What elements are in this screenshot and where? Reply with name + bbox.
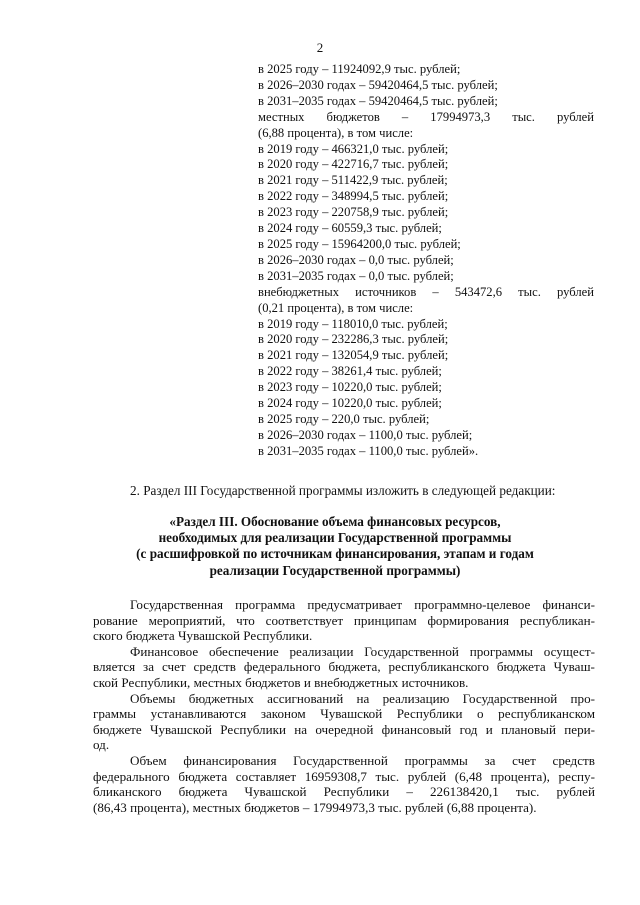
word: на (294, 721, 308, 737)
word: од. (93, 737, 110, 753)
paragraph-line (93, 644, 595, 660)
word: Чуваш- (553, 659, 595, 675)
word: республиканского (388, 659, 489, 675)
local-line: в 2026–2030 годах – 0,0 тыс. рублей; (258, 252, 454, 267)
word: – (406, 784, 413, 800)
word: рублей (556, 784, 595, 800)
word: реализации (289, 643, 354, 659)
word: законом (260, 706, 306, 722)
extrabudgetary-line: в 2025 году – 220,0 тыс. рублей; (258, 411, 430, 426)
word: местных (258, 109, 305, 124)
extrabudgetary-line: в 2020 году – 232286,3 тыс. рублей; (258, 332, 449, 347)
word: Государственной (293, 752, 388, 768)
local-budgets-share: (6,88 процента), в том числе: (258, 125, 414, 140)
word: программы (404, 752, 468, 768)
word: федерального (93, 768, 170, 784)
body-text (93, 597, 595, 815)
word: Объемы (130, 690, 176, 706)
local-line: в 2021 году – 511422,9 тыс. рублей; (258, 173, 448, 188)
paragraph-line (93, 737, 595, 753)
paragraph-line (93, 769, 595, 785)
extrabudgetary-share: (0,21 процента), в том числе: (258, 300, 414, 315)
word: (6,48 (454, 768, 483, 784)
word: бюджетов (326, 109, 380, 124)
paragraph-line (93, 722, 595, 738)
word: тыс. (515, 784, 540, 800)
word: Объем (130, 752, 167, 768)
word: республикан- (519, 612, 595, 628)
word: программа (235, 597, 296, 612)
word: бюджете (93, 721, 142, 737)
word: рублей (407, 768, 447, 784)
word: Республики (323, 784, 390, 800)
word: формирования (427, 612, 510, 628)
word: респу- (558, 768, 595, 784)
word: 543472,6 (454, 284, 503, 299)
word: финансирования (183, 752, 277, 768)
word: финанси- (542, 597, 595, 612)
word: что (236, 612, 255, 628)
word: реализацию (382, 690, 450, 706)
word: 16959308,7 (304, 768, 367, 784)
word: ассигнований (267, 690, 344, 706)
word: за (143, 659, 155, 675)
word: принципам (353, 612, 417, 628)
extrabudgetary-line: в 2019 году – 118010,0 тыс. рублей; (258, 316, 448, 331)
word: обеспечение (208, 643, 279, 659)
word: Чувашской (320, 706, 383, 722)
word: о (477, 706, 484, 722)
paragraph (93, 597, 595, 644)
word: Республики (396, 706, 463, 722)
local-line: в 2022 году – 348994,5 тыс. рублей; (258, 189, 449, 204)
budget-breakdown (258, 62, 594, 460)
word: рублей (557, 109, 594, 124)
section-heading-line: «Раздел III. Обоснование объема финансовых ресурсов, (169, 514, 501, 529)
paragraph-line (93, 691, 595, 707)
word: составляет (235, 768, 297, 784)
word: очередной (315, 721, 374, 737)
word: за (484, 752, 496, 768)
word: Государственной (462, 690, 558, 706)
paragraph (93, 691, 595, 753)
extrabudgetary-line: в 2023 году – 10220,0 тыс. рублей; (258, 380, 442, 395)
extrabudgetary-line: в 2031–2035 годах – 1100,0 тыс. рублей». (258, 443, 479, 458)
local-budgets-header (258, 110, 594, 126)
local-line: в 2031–2035 годах – 0,0 тыс. рублей; (258, 268, 454, 283)
paragraph-line (93, 753, 595, 769)
paragraph-line (93, 675, 595, 691)
word: и (485, 721, 493, 737)
word: федерального (243, 659, 321, 675)
paragraph-line (93, 597, 595, 613)
word: год (459, 721, 478, 737)
word: бликанского (93, 784, 162, 800)
word: соответствует (265, 612, 344, 628)
local-line: в 2020 году – 422716,7 тыс. рублей; (258, 157, 449, 172)
extrabudgetary-line: в 2021 году – 132054,9 тыс. рублей; (258, 348, 449, 363)
word: тыс. (518, 284, 541, 299)
page-number: 2 (316, 40, 324, 55)
word: ской Республики, местных бюджетов и внебюджетных источников. (93, 674, 469, 690)
paragraph-line (93, 659, 595, 675)
paragraph-line (93, 628, 595, 644)
word: финансовый (381, 721, 452, 737)
word: осущест- (543, 643, 595, 659)
word: (86,43 процента), местных бюджетов – 17994973,3 тыс. рублей (6,88 процента). (93, 799, 537, 815)
word: бюджетных (188, 690, 254, 706)
local-line: в 2025 году – 15964200,0 тыс. рублей; (258, 236, 461, 251)
extrabudgetary-line: в 2026–2030 годах – 1100,0 тыс. рублей; (258, 427, 473, 442)
local-line: в 2023 году – 220758,9 тыс. рублей; (258, 205, 449, 220)
word: ского бюджета Чувашской Республики. (93, 628, 313, 644)
word: счет (161, 659, 186, 675)
word: средств (552, 752, 595, 768)
word: Государственной (364, 643, 459, 659)
amendment-item-2: 2. Раздел III Государственной программы изложить в следующей редакции: (130, 483, 556, 498)
word: тыс. (512, 109, 535, 124)
section-heading-line: необходимых для реализации Государственной программы (158, 530, 512, 546)
word: плановый (501, 721, 556, 737)
word: бюджета (178, 784, 228, 800)
word: 17994973,3 (430, 109, 491, 124)
word: про- (570, 690, 595, 706)
word: программы (469, 643, 533, 659)
word: тыс. (375, 768, 400, 784)
budget-line: в 2026–2030 годах – 59420464,5 тыс. рублей; (258, 77, 498, 92)
extrabudgetary-header (258, 285, 594, 301)
word: – (432, 284, 439, 299)
word: мероприятий, (148, 612, 226, 628)
word: источников (355, 284, 417, 299)
section-heading-line: (с расшифровкой по источникам финансирования, этапам и годам (136, 546, 534, 562)
local-line: в 2024 году – 60559,3 тыс. рублей; (258, 221, 442, 236)
section-heading-line: реализации Государственной программы) (209, 562, 461, 578)
word: – (401, 109, 409, 124)
word: рование (93, 612, 138, 628)
word: рублей (556, 284, 594, 299)
word: Финансовое (130, 643, 199, 659)
word: средств (193, 659, 236, 675)
word: предусматривает (307, 597, 403, 612)
word: Республики (220, 721, 286, 737)
word: бюджета (496, 659, 546, 675)
word: программно-целевое (414, 597, 531, 612)
word: на (356, 690, 370, 706)
paragraph (93, 753, 595, 815)
extrabudgetary-line: в 2022 году – 38261,4 тыс. рублей; (258, 364, 442, 379)
word: пери- (564, 721, 595, 737)
word: Государственная (130, 597, 223, 612)
word: процента), (490, 768, 550, 784)
paragraph (93, 644, 595, 691)
word: граммы (93, 706, 137, 722)
word: республиканском (498, 706, 595, 722)
word: бюджета, (328, 659, 381, 675)
budget-line: в 2025 году – 11924092,9 тыс. рублей; (258, 62, 461, 76)
word: Чувашской (149, 721, 212, 737)
extrabudgetary-line: в 2024 году – 10220,0 тыс. рублей; (258, 396, 442, 411)
word: счет (512, 752, 536, 768)
paragraph-line (93, 613, 595, 629)
paragraph-line (93, 784, 595, 800)
word: Чувашской (244, 784, 307, 800)
word: бюджета (178, 768, 228, 784)
paragraph-line (93, 800, 595, 816)
section-heading (100, 514, 570, 579)
word: 226138420,1 (430, 784, 499, 800)
budget-line: в 2031–2035 годах – 59420464,5 тыс. рублей; (258, 93, 498, 108)
word: внебюджетных (258, 284, 339, 299)
word: устанавливаются (150, 706, 247, 722)
paragraph-line (93, 706, 595, 722)
local-line: в 2019 году – 466321,0 тыс. рублей; (258, 141, 449, 156)
word: вляется (93, 659, 136, 675)
